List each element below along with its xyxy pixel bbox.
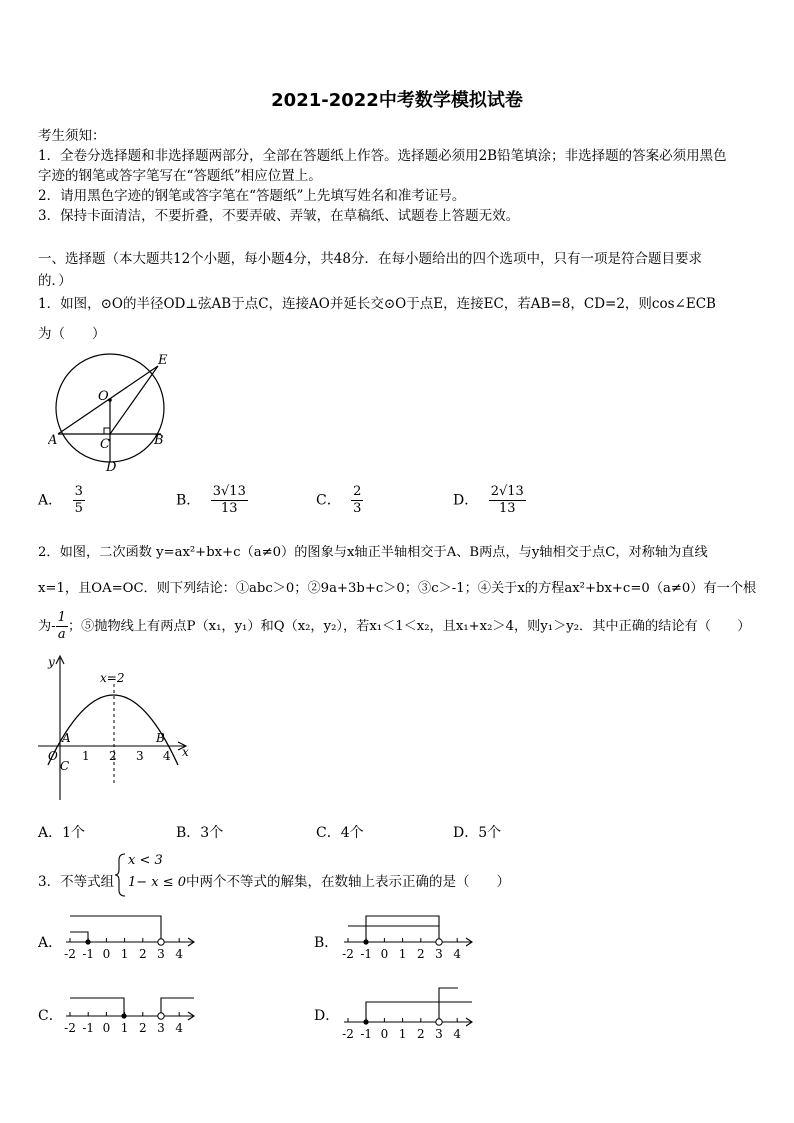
tick-label: 4 [175, 1021, 184, 1035]
text-segment: 为- [38, 619, 56, 634]
option-a[interactable] [38, 484, 85, 517]
tick-label: 0 [102, 947, 111, 961]
circle-figure [48, 350, 178, 475]
tick-label: 0 [380, 1027, 389, 1041]
system-brace [114, 852, 128, 898]
right-angle-mark [104, 428, 110, 434]
option-d-label[interactable]: D． [314, 1008, 340, 1024]
tick-label: 2 [109, 749, 117, 763]
question-3-prefix: 3．不等式组 [38, 874, 115, 890]
tick-label: 2 [138, 947, 147, 961]
tick-label: -2 [64, 1021, 76, 1035]
tick-label: 4 [453, 1027, 462, 1041]
text-segment: ；⑤抛物线上有两点P（x₁，y₁）和Q（x₂，y₂），若x₁＜1＜x₂，且x₁+x₂＞4，则y₁＞y₂．其中正确的结论有（ ） [67, 619, 751, 634]
number-line-a[interactable] [60, 906, 200, 966]
question-2-text-cont: x=1，且OA=OC．则下列结论：①abc＞0；②9a+3b+c＞0；③c＞-1；④关于x的方程ax²+bx+c=0（a≠0）有一个根 [38, 581, 757, 596]
option-a-label[interactable]: A． [38, 935, 63, 951]
tick-label: 1 [82, 749, 90, 763]
fraction-numerator: 1 [57, 610, 66, 625]
label-b: B [156, 731, 165, 745]
tick-label: 3 [435, 1027, 443, 1041]
tick-label: 0 [102, 1021, 111, 1035]
option-text: 4个 [340, 825, 364, 841]
number-line-axis [344, 1018, 472, 1026]
tick-label: -2 [342, 947, 354, 961]
x-label: x [182, 745, 189, 759]
question-1-text-cont: 为（ ） [38, 326, 106, 342]
notice-item: 2．请用黑色字迹的钢笔或答字笔在“答题纸”上先填写姓名和准考证号。 [38, 188, 466, 204]
fraction-denominator: 3 [353, 501, 362, 516]
tick-label: -1 [82, 1021, 95, 1035]
fraction-numerator: 3√13 [212, 484, 246, 499]
option-d[interactable] [453, 484, 526, 517]
option-text: 3个 [200, 825, 224, 841]
option-label: B． [176, 825, 201, 841]
open-point [436, 1019, 442, 1025]
notice-item: 1．全卷分选择题和非选择题两部分，全部在答题纸上作答。选择题必须用2B铅笔填涂；非选择题的答案必须用黑色 [38, 148, 727, 164]
tick-label: 2 [416, 1027, 425, 1041]
label-d: D [106, 460, 117, 475]
open-point [158, 939, 164, 945]
number-line-b[interactable] [338, 906, 478, 966]
option-c[interactable] [316, 484, 363, 517]
option-d[interactable] [453, 822, 501, 842]
number-line-d[interactable] [338, 980, 478, 1046]
inequality-1: x < 3 [128, 853, 163, 868]
option-label: D． [453, 825, 479, 841]
notice-item: 字迹的钢笔或答字笔写在“答题纸”相应位置上。 [38, 168, 322, 184]
tick-label: 4 [175, 947, 184, 961]
number-line-axis [344, 938, 472, 946]
question-1-text: 1．如图，⊙O的半径OD⊥弦AB于点C，连接AO并延长交⊙O于点E，连接EC，若AB=8，CD=2，则cos∠ECB [38, 296, 716, 312]
closed-point [363, 939, 368, 944]
inequality-2: 1− x ≤ 0 [128, 875, 187, 890]
label-a: A [62, 731, 71, 745]
tick-label: 4 [453, 947, 462, 961]
option-c-label[interactable]: C． [38, 1008, 63, 1024]
solution-rays [348, 916, 439, 942]
option-b-label[interactable]: B． [314, 935, 339, 951]
option-label: D． [453, 492, 479, 509]
open-point [158, 1013, 164, 1019]
fraction-denominator: 13 [498, 501, 516, 516]
tick-label: 4 [163, 749, 171, 763]
question-2-text-cont2 [38, 610, 750, 643]
tick-label: 3 [435, 947, 443, 961]
tick-label: 1 [120, 1021, 129, 1035]
tick-labels [342, 947, 461, 961]
question-3-suffix: 中两个不等式的解集，在数轴上表示正确的是（ ） [186, 874, 510, 890]
tick-label: 1 [398, 947, 407, 961]
option-label: A． [38, 825, 63, 841]
notice-heading: 考生须知： [38, 128, 106, 144]
tick-label: 2 [416, 947, 425, 961]
option-b[interactable] [176, 484, 248, 517]
fraction-denominator: 13 [221, 501, 238, 516]
tick-labels [64, 947, 183, 961]
option-b[interactable] [176, 822, 223, 842]
fraction-numerator: 3 [74, 484, 83, 499]
tick-labels [342, 1027, 461, 1041]
notice-item: 3．保持卡面清洁，不要折叠，不要弄破、弄皱，在草稿纸、试题卷上答题无效。 [38, 208, 520, 224]
option-text: 1个 [62, 825, 86, 841]
axis-label: x=2 [100, 671, 125, 685]
number-line-axis [66, 938, 194, 946]
option-c[interactable] [316, 822, 364, 842]
fraction [351, 484, 363, 517]
tick-label: -2 [64, 947, 76, 961]
label-o: O [48, 749, 58, 763]
option-label: C． [316, 825, 341, 841]
open-point [436, 939, 442, 945]
option-label: C． [316, 492, 341, 509]
option-label: A． [38, 492, 63, 509]
tick-label: -1 [360, 947, 373, 961]
fraction [73, 484, 85, 517]
fraction [211, 484, 248, 517]
section-heading-cont: 的．） [38, 273, 72, 289]
solution-rays [70, 916, 161, 942]
option-text: 5个 [478, 825, 502, 841]
label-b: B [154, 433, 164, 448]
number-line-axis [66, 1012, 194, 1020]
tick-label: -1 [82, 947, 95, 961]
option-a[interactable] [38, 822, 85, 842]
tick-labels [64, 1021, 183, 1035]
solution-rays [366, 988, 472, 1022]
page-title: 2021-2022中考数学模拟试卷 [271, 90, 523, 111]
fraction-numerator: 2√13 [490, 484, 524, 499]
y-label: y [48, 655, 55, 669]
tick-label: 3 [136, 749, 144, 763]
section-heading: 一、选择题（本大题共12个小题，每小题4分，共48分．在每小题给出的四个选项中，只有一项是符合题目要求 [38, 251, 702, 267]
question-2-text: 2．如图，二次函数 y=ax²+bx+c（a≠0）的图象与x轴正半轴相交于A、B两点，与y轴相交于点C，对称轴为直线 [38, 545, 708, 560]
fraction-denominator: a [57, 627, 66, 642]
closed-point [121, 1013, 126, 1018]
tick-label: 3 [157, 1021, 165, 1035]
label-c: C [100, 437, 110, 452]
parabola-figure [36, 652, 196, 804]
tick-label: 2 [138, 1021, 147, 1035]
label-a: A [48, 433, 58, 448]
option-label: B． [176, 492, 201, 509]
closed-point [363, 1019, 368, 1024]
tick-label: 1 [398, 1027, 407, 1041]
center-dot [108, 398, 112, 402]
fraction [489, 484, 526, 517]
closed-point [85, 939, 90, 944]
label-e: E [158, 353, 168, 368]
fraction [56, 610, 68, 643]
fraction-denominator: 5 [74, 501, 83, 516]
tick-label: 3 [157, 947, 165, 961]
line-ec [110, 366, 158, 434]
number-line-c[interactable] [60, 980, 200, 1040]
tick-label: 0 [380, 947, 389, 961]
tick-label: 1 [120, 947, 129, 961]
fraction-numerator: 2 [353, 484, 362, 499]
label-o: O [98, 389, 109, 404]
label-c: C [60, 759, 70, 773]
tick-label: -2 [342, 1027, 354, 1041]
tick-label: -1 [360, 1027, 373, 1041]
